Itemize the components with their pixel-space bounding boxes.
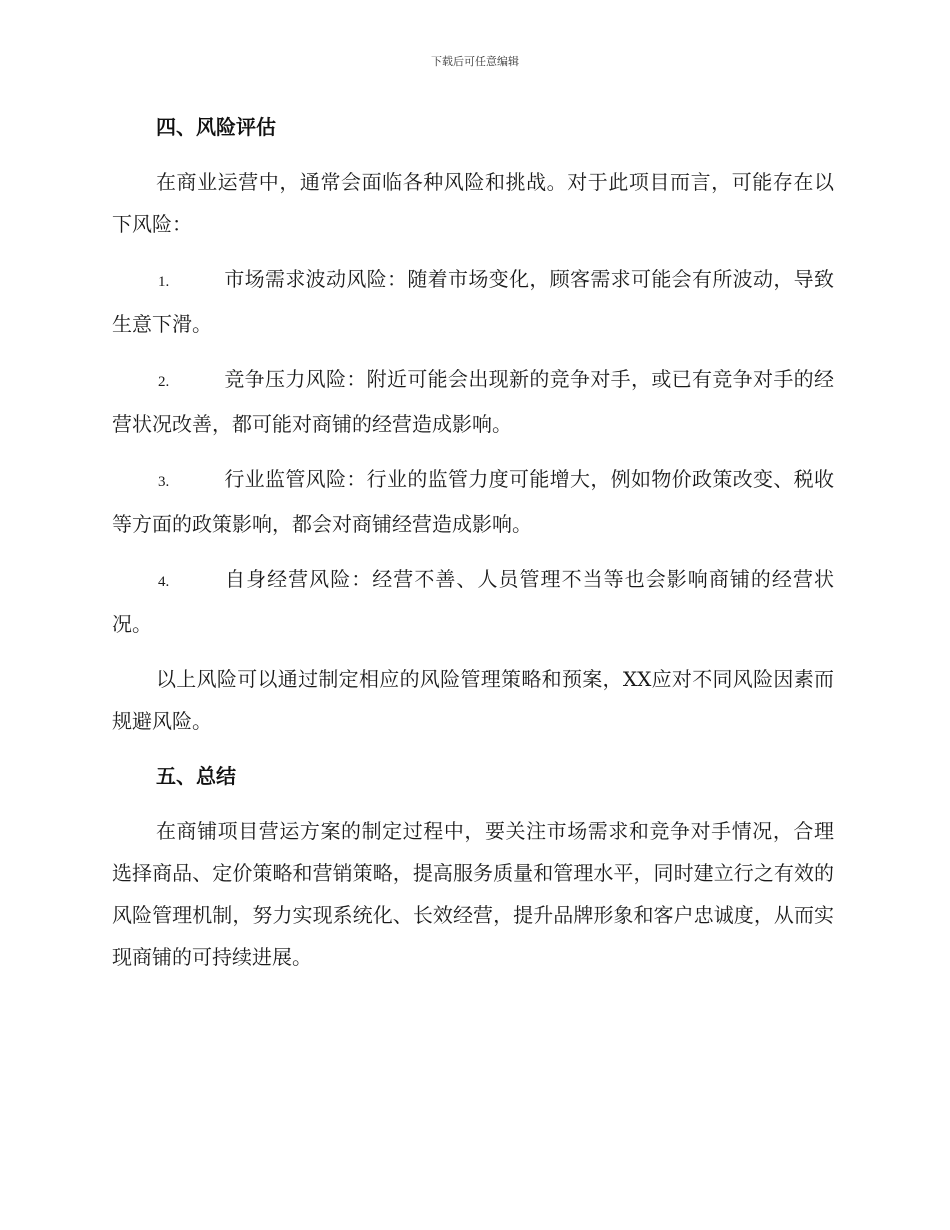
risk-item-2	[112, 358, 834, 445]
risk-item-text: 自身经营风险：经营不善、人员管理不当等也会影响商铺的经营状况。	[112, 567, 834, 636]
risk-item-number: 1.	[158, 274, 170, 290]
section-5-body: 在商铺项目营运方案的制定过程中，要关注市场需求和竞争对手情况，合理选择商品、定价策略和营销策略，提高服务质量和管理水平，同时建立行之有效的风险管理机制，努力实现系统化、长效经营，提升品牌形象和客户忠诚度，从而实现商铺的可持续进展。	[112, 819, 834, 969]
risk-item-3	[112, 458, 834, 545]
risk-item-number: 3.	[158, 474, 170, 490]
risk-item-number: 2.	[158, 374, 170, 390]
risk-item-text: 竞争压力风险：附近可能会出现新的竞争对手，或已有竞争对手的经营状况改善，都可能对商铺的经营造成影响。	[112, 367, 834, 436]
section-4-intro: 在商业运营中，通常会面临各种风险和挑战。对于此项目而言，可能存在以下风险：	[112, 170, 834, 236]
risk-item-text: 市场需求波动风险：随着市场变化，顾客需求可能会有所波动，导致生意下滑。	[112, 267, 834, 336]
risk-item-number: 4.	[158, 574, 170, 590]
document-body	[112, 106, 834, 978]
header-note: 下载后可任意编辑	[431, 55, 519, 68]
risk-item-1	[112, 258, 834, 345]
section-5-title: 五、总结	[156, 764, 236, 788]
section-4-title: 四、风险评估	[156, 115, 276, 139]
section-4-conclusion: 以上风险可以通过制定相应的风险管理策略和预案，XX应对不同风险因素而规避风险。	[112, 667, 834, 733]
risk-item-4	[112, 558, 834, 645]
risk-item-text: 行业监管风险：行业的监管力度可能增大，例如物价政策改变、税收等方面的政策影响，都会对商铺经营造成影响。	[112, 467, 834, 536]
